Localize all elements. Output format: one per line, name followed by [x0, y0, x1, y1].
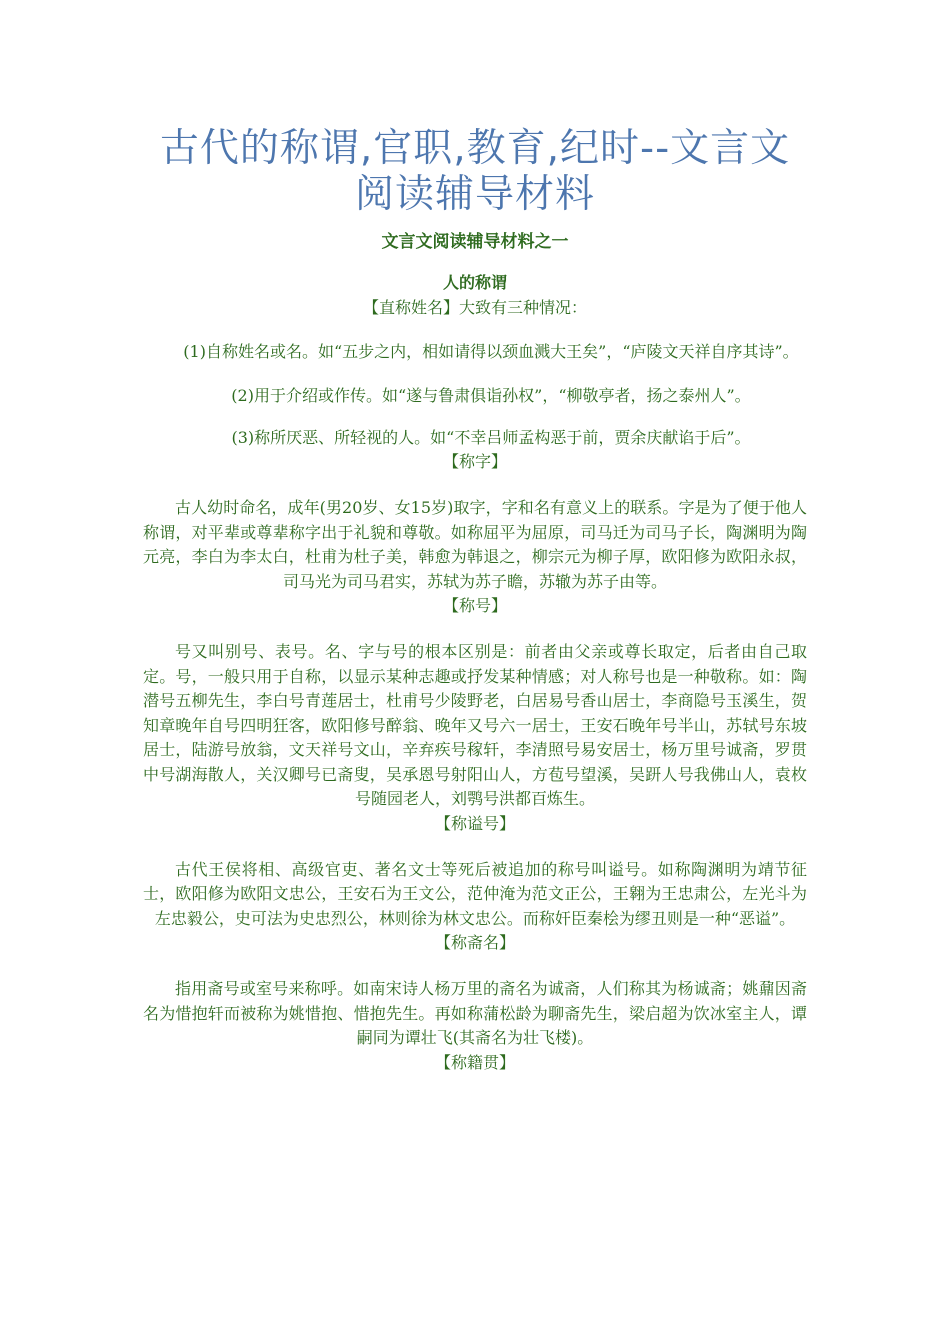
title-line-2: 阅读辅导材料 — [354, 172, 595, 217]
list-item: (1)自称姓名或名。如“五步之内，相如请得以颈血溅大王矣”，“庐陵文天祥自序其诗”。 — [183, 342, 799, 361]
paragraph-posthumous-name: 古代王侯将相、高级官吏、著名文士等死后被追加的称号叫谥号。如称陶渊明为靖节征士，欧阳修为欧阳文忠公，王安石为王文公，范仲淹为范文正公，王翱为王忠肃公，左光斗为左忠毅公，史可法为史忠烈公，林则徐为林文忠公。而称奸臣秦桧为缪丑则是一种“恶谥”。 — [143, 859, 807, 928]
section-title-courtesy-name: 【称字】 — [442, 452, 507, 471]
section-title-art-name: 【称号】 — [442, 596, 507, 615]
title-line-1: 古代的称谓,官职,教育,纪时--文言文 — [159, 126, 791, 171]
section-heading: 人的称谓 — [442, 273, 507, 292]
document-title — [143, 126, 807, 218]
document-subtitle: 文言文阅读辅导材料之一 — [381, 232, 569, 252]
section-title-native-place: 【称籍贯】 — [434, 1052, 515, 1072]
document-page — [143, 0, 807, 1075]
direct-name-title: 【直称姓名】大致有三种情况： — [362, 298, 587, 317]
paragraph-courtesy-name: 古人幼时命名，成年(男20岁、女15岁)取字，字和名有意义上的联系。字是为了便于他人称谓，对平辈或尊辈称字出于礼貌和尊敬。如称屈平为屈原，司马迁为司马子长，陶渊明为陶元亮，李白为李太白，杜甫为杜子美，韩愈为韩退之，柳宗元为柳子厚，欧阳修为欧阳永叔，司马光为司马君实，苏轼为苏子瞻，苏辙为苏子由等。 — [143, 498, 807, 591]
section-title-posthumous-name: 【称谥号】 — [434, 813, 515, 833]
list-item: (2)用于介绍或作传。如“遂与鲁肃俱诣孙权”，“柳敬亭者，扬之泰州人”。 — [231, 386, 751, 405]
section-title-studio-name: 【称斋名】 — [434, 933, 515, 952]
paragraph-art-name: 号又叫别号、表号。名、字与号的根本区别是：前者由父亲或尊长取定，后者由自己取定。号，一般只用于自称，以显示某种志趣或抒发某种情感；对人称号也是一种敬称。如：陶潜号五柳先生，李白号青莲居士，杜甫号少陵野老，白居易号香山居士，李商隐号玉溪生，贺知章晚年自号四明狂客，欧阳修号醉翁、晚年又号六一居士，王安石晚年号半山，苏轼号东坡居士，陆游号放翁，文天祥号文山，辛弃疾号稼轩，李清照号易安居士，杨万里号诚斋，罗贯中号湖海散人，关汉卿号已斋叟，吴承恩号射阳山人，方苞号望溪，吴趼人号我佛山人，袁枚号随园老人，刘鹗号洪都百炼生。 — [143, 642, 807, 808]
list-item: (3)称所厌恶、所轻视的人。如“不幸吕师孟构恶于前，贾余庆献谄于后”。 — [231, 428, 751, 447]
paragraph-studio-name: 指用斋号或室号来称呼。如南宋诗人杨万里的斋名为诚斋，人们称其为杨诚斋；姚鼐因斋名为惜抱轩而被称为姚惜抱、惜抱先生。再如称蒲松龄为聊斋先生，梁启超为饮冰室主人，谭嗣同为谭壮飞(其斋名为壮飞楼)。 — [143, 979, 807, 1047]
